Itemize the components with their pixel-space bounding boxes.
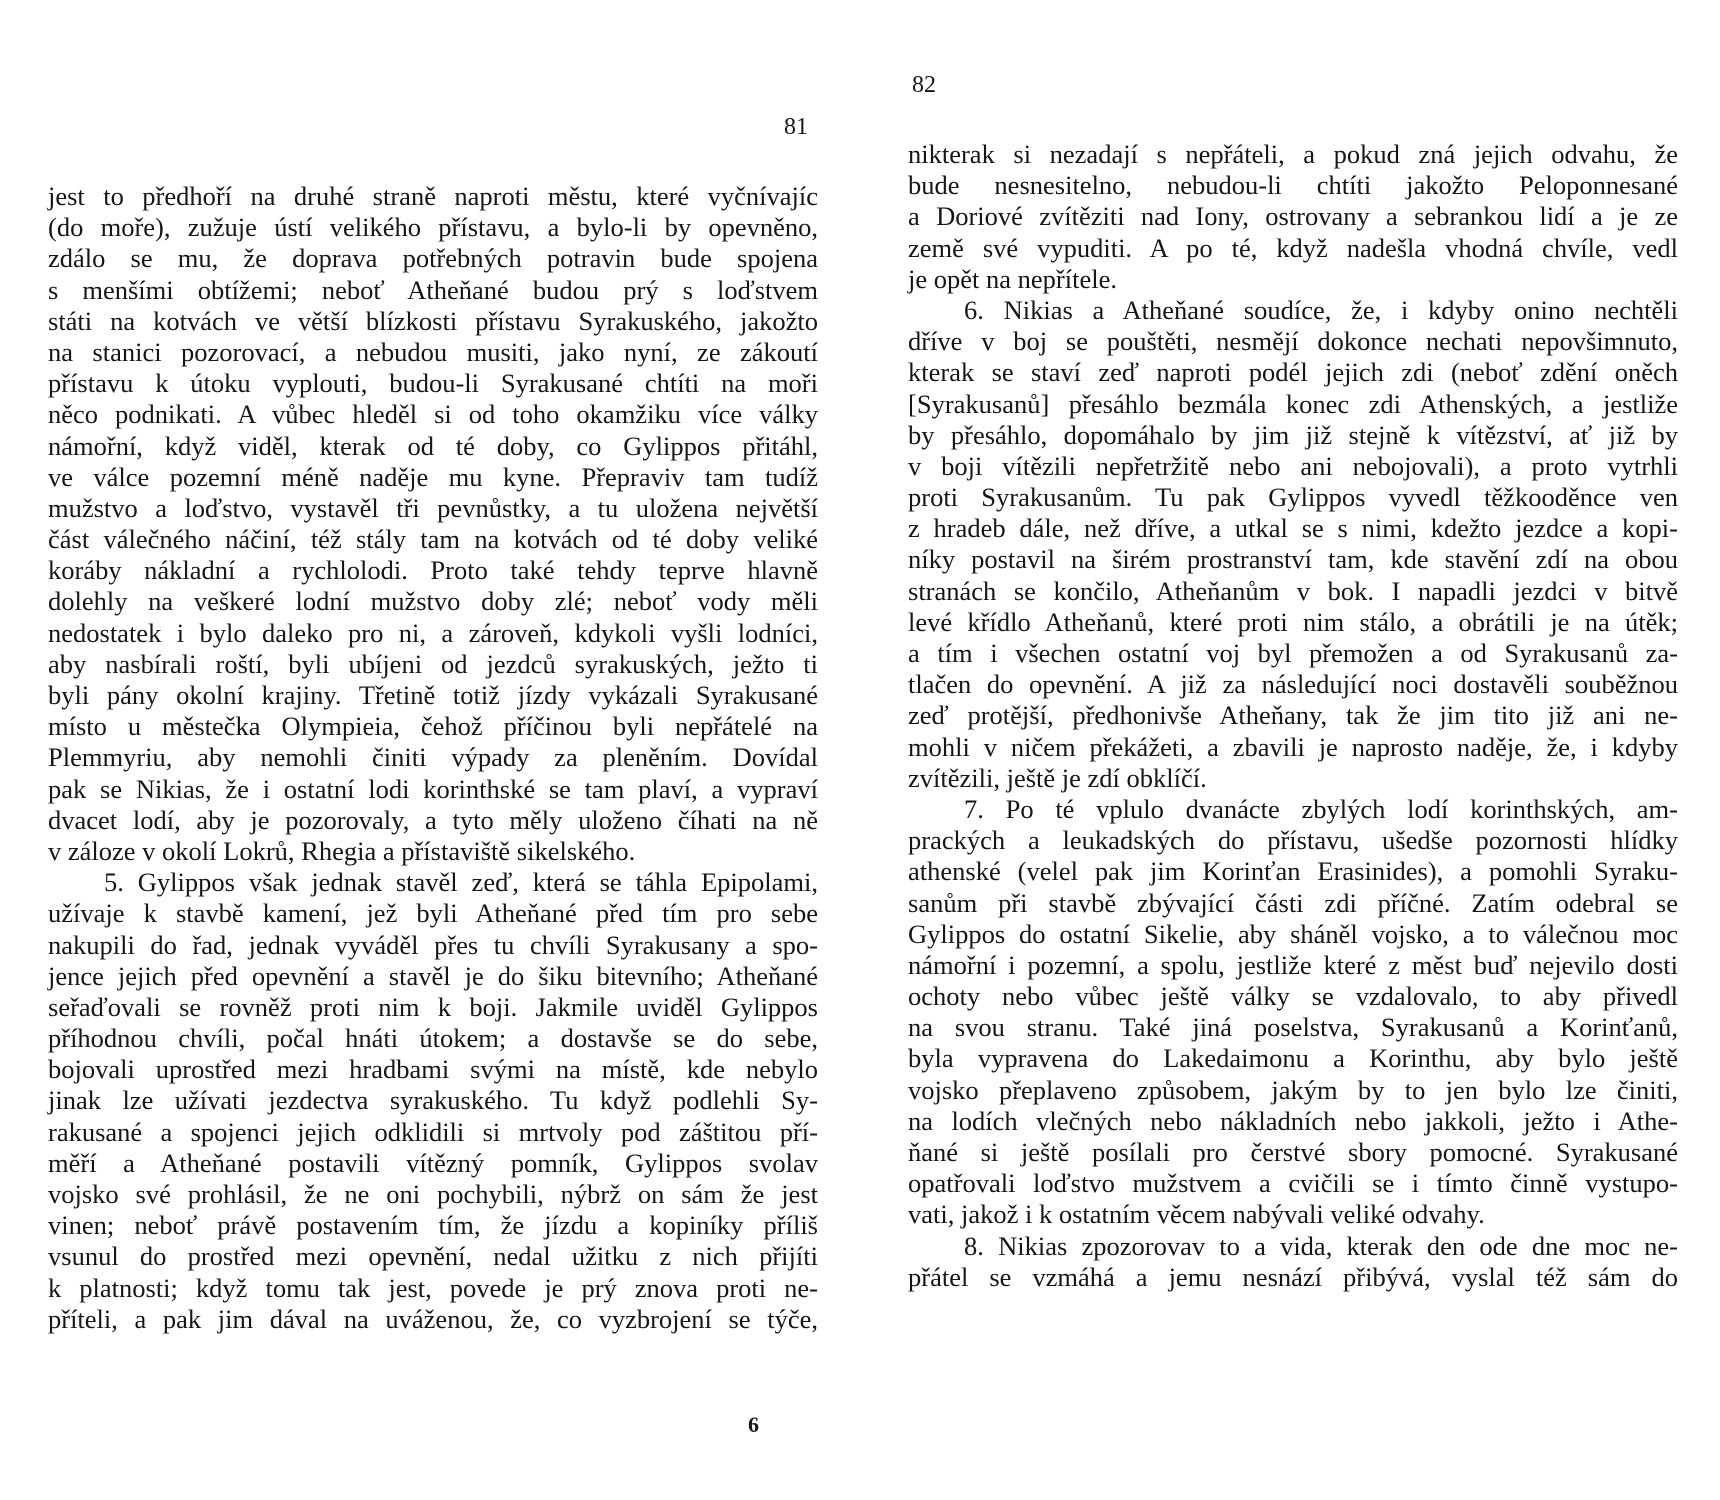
text-line: pak se Nikias, že i ostatní lodi korinthské se tam plaví, a vypraví <box>48 773 818 804</box>
text-line: stranách se končilo, Atheňanům v bok. I napadli jezdci v bitvě <box>908 575 1678 606</box>
text-line: vinen; neboť právě postavením tím, že jízdu a kopiníky příliš <box>48 1210 818 1241</box>
text-line: jinak lze užívati jezdectva syrakuského. Tu když podlehli Sy- <box>48 1085 818 1116</box>
text-line: užívaje k stavbě kamení, jež byli Atheňané před tím pro sebe <box>48 898 818 929</box>
text-line: nedostatek i bylo daleko pro ni, a zároveň, kdykoli vyšli lodníci, <box>48 617 818 648</box>
text-line: [Syrakusanů] přesáhlo bezmála konec zdi Athenských, a jestliže <box>908 388 1678 419</box>
text-line: na svou stranu. Také jiná poselstva, Syrakusanů a Korinťanů, <box>908 1012 1678 1043</box>
text-line: přístavu k útoku vyplouti, budou-li Syrakusané chtíti na moři <box>48 368 818 399</box>
text-line: kterak se staví zeď naproti podél jejich zdi (neboť zdění oněch <box>908 357 1678 388</box>
right-page <box>860 0 1720 1500</box>
text-line: a tím i všechen ostatní voj byl přemožen a od Syrakusanů za- <box>908 638 1678 668</box>
text-line: vsunul do prostřed mezi opevnění, nedal užitku z nich přijíti <box>48 1241 818 1272</box>
text-line: nakupili do řad, jednak vyváděl přes tu chvíli Syrakusany a spo- <box>48 929 818 960</box>
text-line: níky postavil na širém prostranství tam, kde stavění zdí na obou <box>908 544 1678 575</box>
text-line: z hradeb dále, než dříve, a utkal se s nimi, kdežto jezdce a kopi- <box>908 513 1678 544</box>
text-line: zvítězili, ještě je zdí obklíčí. <box>908 762 1207 793</box>
text-line: námořní i pozemní, a spolu, jestliže které z měst buď nejevilo dosti <box>908 949 1678 980</box>
text-line: ňané si ještě posílali pro čerstvé sbory pomocné. Syrakusané <box>908 1137 1678 1167</box>
text-line: opatřovali loďstvo mužstvem a cvičili se i tímto činně vystupo- <box>908 1168 1678 1199</box>
text-line: státi na kotvách ve větší blízkosti přístavu Syrakuského, jakožto <box>48 305 818 336</box>
text-line: tlačen do opevnění. A již za následující noci dostavěli souběžnou <box>908 669 1678 700</box>
text-line: něco podnikati. A vůbec hleděl si od toho okamžiku více války <box>48 399 818 430</box>
section-start-line: 5. Gylippos však jednak stavěl zeď, která se táhla Epipolami, <box>104 867 818 898</box>
section-start-line: 8. Nikias zpozorovav to a vida, kterak den ode dne moc ne- <box>964 1230 1678 1261</box>
text-line: část válečného náčiní, též stály tam na kotvách od té doby veliké <box>48 524 818 555</box>
text-line: ochoty nebo vůbec ještě války se vzdalovalo, to aby přivedl <box>908 981 1678 1012</box>
text-line: ve válce pozemní méně naděje mu kyne. Přepraviv tam tudíž <box>48 461 818 492</box>
text-line: na stanici pozorovací, a nebudou musiti, jako nyní, ze zákoutí <box>48 336 818 367</box>
text-line: byli pány okolní krajiny. Třetině totiž jízdy vykázali Syrakusané <box>48 680 818 710</box>
text-line: bude nesnesitelno, nebudou-li chtíti jakožto Peloponnesané <box>908 170 1678 201</box>
text-line: zeď protější, předhonivše Atheňany, tak že jim tito již ani ne- <box>908 700 1678 731</box>
text-line: jence jejich před opevnění a stavěl je do šiku bitevního; Atheňané <box>48 960 818 991</box>
text-line: proti Syrakusanům. Tu pak Gylippos vyvedl těžkooděnce ven <box>908 482 1678 513</box>
body-text <box>908 139 1678 1293</box>
text-line: přátel se vzmáhá a jemu nesnází přibývá, vyslal též sám do <box>908 1261 1678 1292</box>
text-line: jest to předhoří na druhé straně naproti městu, které vyčnívajíc <box>48 181 818 211</box>
text-line: na lodích vlečných nebo nákladních nebo jakkoli, ježto i Athe- <box>908 1105 1678 1136</box>
text-line: vojsko přeplaveno způsobem, jakým by to jen bylo lze činiti, <box>908 1074 1678 1105</box>
text-line: místo u městečka Olympieia, čehož příčinou byli nepřátelé na <box>48 711 818 742</box>
page-number: 82 <box>912 72 936 98</box>
text-line: vojsko své prohlásil, že ne oni pochybili, nýbrž on sám že jest <box>48 1179 818 1209</box>
text-line: prackých a leukadských do přístavu, ušedše pozornosti hlídky <box>908 825 1678 856</box>
text-line: nikterak si nezadají s nepřáteli, a pokud zná jejich odvahu, že <box>908 139 1678 169</box>
text-line: athenské (velel pak jim Korinťan Erasinides), a pomohli Syraku- <box>908 856 1678 887</box>
text-line: bojovali uprostřed mezi hradbami svými na místě, kde nebylo <box>48 1054 818 1085</box>
text-line: mužstvo a loďstvo, vystavěl tři pevnůstky, a tu uložena největší <box>48 492 818 523</box>
text-line: v záloze v okolí Lokrů, Rhegia a přístaviště sikelského. <box>48 835 636 866</box>
section-start-line: 7. Po té vplulo dvanácte zbylých lodí korinthských, am- <box>964 793 1678 824</box>
text-line: aby nasbírali roští, byli ubíjeni od jezdců syrakuských, ježto ti <box>48 648 818 679</box>
text-line: námořní, když viděl, kterak od té doby, co Gylippos přitáhl, <box>48 430 818 461</box>
text-line: v boji vítězili nepřetržitě nebo ani nebojovali), a proto vytrhli <box>908 450 1678 481</box>
signature-mark: 6 <box>748 1412 759 1437</box>
text-line: k platnosti; když tomu tak jest, povede je prý znova proti ne- <box>48 1272 818 1303</box>
text-line: rakusané a spojenci jejich odklidili si mrtvoly pod záštitou pří- <box>48 1116 818 1147</box>
text-line: (do moře), zužuje ústí velikého přístavu, a bylo-li by opevněno, <box>48 212 818 243</box>
text-line: dříve v boj se pouštěti, nesmějí dokonce nechati nepovšimnuto, <box>908 326 1678 357</box>
text-line: je opět na nepřítele. <box>908 263 1117 294</box>
text-line: dvacet lodí, aby je pozorovaly, a tyto měly uloženo číhati na ně <box>48 804 818 835</box>
text-line: seřaďovali se rovněž proti nim k boji. Jakmile uviděl Gylippos <box>48 991 818 1022</box>
text-line: s menšími obtížemi; neboť Atheňané budou prý s loďstvem <box>48 274 818 305</box>
section-start-line: 6. Nikias a Atheňané soudíce, že, i kdyby onino nechtěli <box>964 294 1678 325</box>
page-number: 81 <box>784 114 808 140</box>
text-line: vati, jakož i k ostatním věcem nabývali veliké odvahy. <box>908 1199 1485 1230</box>
text-line: příhodnou chvíli, počal hnáti útokem; a dostavše se do sebe, <box>48 1023 818 1054</box>
text-line: příteli, a pak jim dával na uváženou, že, co vyzbrojení se týče, <box>48 1303 818 1334</box>
text-line: a Doriové zvítěziti nad Iony, ostrovany a sebrankou lidí a je ze <box>908 201 1678 232</box>
text-line: dolehly na veškeré lodní mužstvo doby zlé; neboť vody měli <box>48 586 818 617</box>
text-line: mohli v ničem překážeti, a zbavili je naprosto naděje, že, i kdyby <box>908 731 1678 762</box>
text-line: byla vypravena do Lakedaimonu a Korinthu, aby bylo ještě <box>908 1043 1678 1074</box>
text-line: zdálo se mu, že doprava potřebných potravin bude spojena <box>48 243 818 274</box>
text-line: Plemmyriu, aby nemohli činiti výpady za pleněním. Dovídal <box>48 742 818 773</box>
body-text <box>48 181 818 1335</box>
text-line: země své vypuditi. A po té, když nadešla vhodná chvíle, vedl <box>908 232 1678 263</box>
text-line: koráby nákladní a rychlolodi. Proto také tehdy teprve hlavně <box>48 555 818 586</box>
text-line: levé křídlo Atheňanů, které proti nim stálo, a obrátili je na útěk; <box>908 606 1678 637</box>
text-line: Gylippos do ostatní Sikelie, aby sháněl vojsko, a to válečnou moc <box>908 918 1678 949</box>
text-line: měří a Atheňané postavili vítězný pomník, Gylippos svolav <box>48 1147 818 1178</box>
text-line: by přesáhlo, dopomáhalo by jim již stejně k vítězství, ať již by <box>908 419 1678 450</box>
text-line: sanům při stavbě zbývající části zdi příčné. Zatím odebral se <box>908 887 1678 918</box>
